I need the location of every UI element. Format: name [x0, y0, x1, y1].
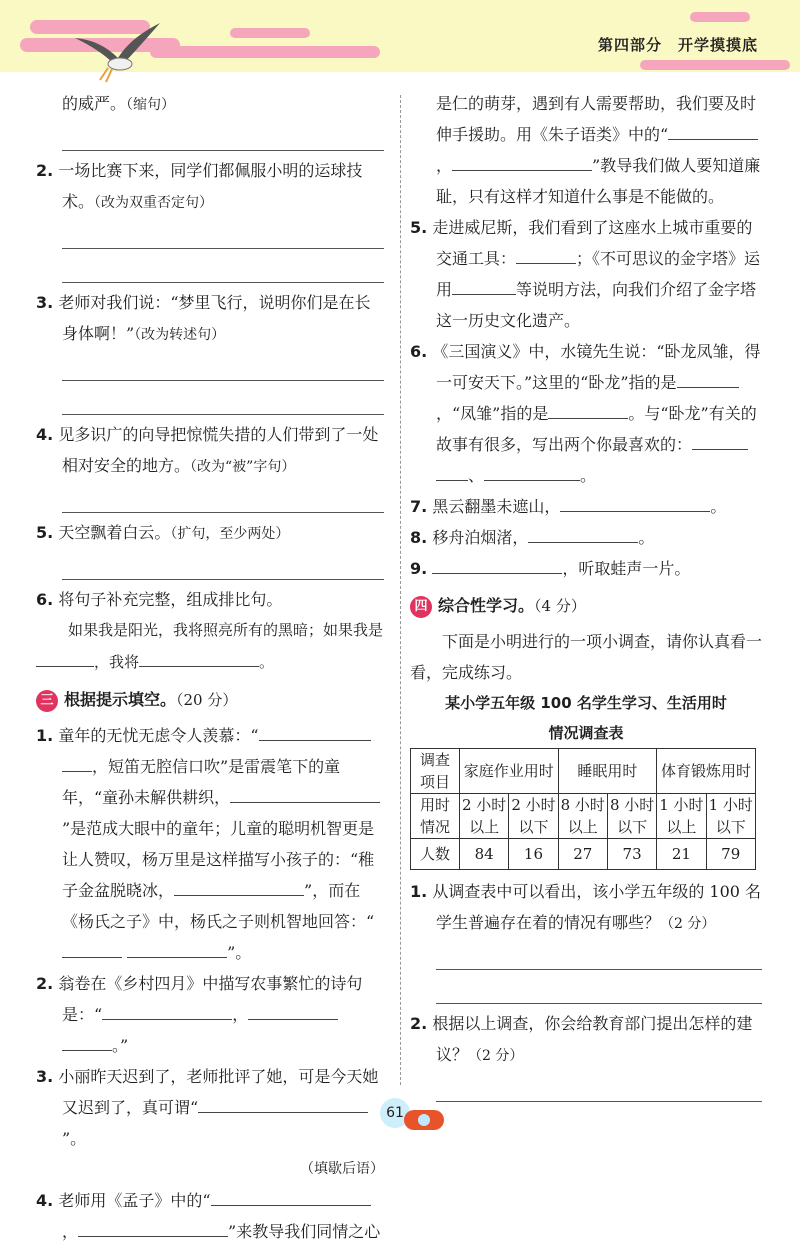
parallel-sentence: 如果我是阳光，我将照亮所有的黑暗；如果我是，我将 。 [36, 615, 384, 678]
table-title-line-1: 某小学五年级 100 名学生学习、生活用时 [445, 694, 727, 712]
answer-line[interactable] [436, 940, 762, 970]
section-badge: 三 [36, 690, 58, 712]
decor-stripe [640, 60, 790, 70]
fill-blank[interactable] [198, 1092, 368, 1113]
section-4-heading: 四 综合性学习。（4 分） [410, 590, 762, 622]
table-cell: 2 小时 以下 [509, 794, 558, 839]
fill-question-7: 7. 黑云翻墨未遮山， 。 [410, 491, 762, 522]
question-text: 的威严。（缩句） [62, 94, 176, 113]
fill-blank[interactable] [516, 243, 576, 264]
fill-blank[interactable] [248, 999, 338, 1020]
fill-question-8: 8. 移舟泊烟渚， 。 [410, 522, 762, 553]
fill-question-5: 5. 走进威尼斯，我们看到了这座水上城市重要的交通工具： ；《不可思议的金字塔》运用 等说明方法，向我们介绍了金字塔这一历史文化遗产。 [410, 218, 761, 330]
table-row [411, 794, 756, 839]
table-cell: 73 [607, 839, 656, 870]
fill-blank[interactable] [259, 720, 371, 741]
table-group-header: 睡眠用时 [558, 749, 657, 794]
answer-line[interactable] [436, 974, 762, 1004]
decor-stripe [150, 46, 380, 58]
page-number: 61 [380, 1098, 410, 1128]
fill-blank[interactable] [62, 751, 92, 772]
fill-blank[interactable] [692, 429, 748, 450]
answer-line[interactable] [62, 483, 384, 513]
porthole-icon [418, 1114, 430, 1126]
answer-line[interactable] [62, 121, 384, 151]
table-cell: 21 [657, 839, 706, 870]
left-column [36, 88, 384, 1247]
seagull-icon [70, 18, 165, 88]
fill-blank[interactable] [436, 460, 468, 481]
table-cell: 8 小时 以下 [607, 794, 656, 839]
fill-blank[interactable] [62, 937, 122, 958]
table-row [411, 839, 756, 870]
fill-blank[interactable] [677, 367, 739, 388]
fill-blank[interactable] [211, 1185, 371, 1206]
table-group-header: 体育锻炼用时 [657, 749, 756, 794]
answer-line[interactable] [62, 219, 384, 249]
decor-stripe [690, 12, 750, 22]
question-4: 4. 见多识广的向导把惊慌失措的人们带到了一处相对安全的地方。（改为“被”字句） [36, 425, 379, 475]
fill-blank[interactable] [127, 937, 227, 958]
right-column [410, 88, 762, 1106]
question-6: 6. 将句子补充完整，组成排比句。 [36, 590, 283, 609]
answer-line[interactable] [62, 550, 384, 580]
fill-question-2: 2. 翁卷在《乡村四月》中描写农事繁忙的诗句是：“ ， 。” [36, 974, 363, 1055]
page-header-title: 第四部分 开学摸摸底 [597, 36, 758, 54]
answer-line[interactable] [62, 253, 384, 283]
fill-question-9: 9. ，听取蛙声一片。 [410, 553, 762, 584]
table-row [411, 749, 756, 794]
fill-blank[interactable] [139, 646, 259, 667]
table-cell: 79 [706, 839, 755, 870]
fill-blank[interactable] [548, 398, 628, 419]
fill-blank[interactable] [174, 875, 304, 896]
table-cell: 2 小时 以上 [460, 794, 509, 839]
question-5: 5. 天空飘着白云。（扩句，至少两处） [36, 523, 290, 542]
survey-question-2: 2. 根据以上调查，你会给教育部门提出怎样的建议？（2 分） [410, 1014, 753, 1064]
table-cell: 1 小时 以上 [657, 794, 706, 839]
fill-blank[interactable] [432, 553, 562, 574]
table-title-line-2: 情况调查表 [548, 724, 624, 742]
fill-blank[interactable] [62, 1030, 112, 1051]
fill-blank[interactable] [560, 491, 710, 512]
fill-question-3: 3. 小丽昨天迟到了，老师批评了她，可是今天她又迟到了，真可谓“”。 [36, 1067, 379, 1148]
answer-line[interactable] [436, 1072, 762, 1102]
table-corner-cell: 调查 项目 [411, 749, 460, 794]
survey-question-1: 1. 从调查表中可以看出，该小学五年级的 100 名学生普遍存在着的情况有哪些？（2 分） [410, 882, 762, 932]
answer-line[interactable] [62, 385, 384, 415]
table-cell: 8 小时 以上 [558, 794, 607, 839]
column-divider [400, 95, 401, 1085]
question-2: 2. 一场比赛下来，同学们都佩服小明的运球技术。（改为双重否定句） [36, 161, 363, 211]
section-badge: 四 [410, 596, 432, 618]
table-cell: 16 [509, 839, 558, 870]
table-row-label: 人数 [411, 839, 460, 870]
section-4-intro: 下面是小明进行的一项小调查，请你认真看一看，完成练习。 [410, 632, 763, 682]
table-cell: 1 小时 以下 [706, 794, 755, 839]
table-cell: 84 [460, 839, 509, 870]
question-note: （填歇后语） [300, 1161, 384, 1177]
fill-question-1: 1. 童年的无忧无虑令人羡慕：“ ，短笛无腔信口吹”是雷震笔下的童年，“童孙未解供耕织，”是范成大眼中的童年；儿童的聪明机智更是让人赞叹，杨万里是这样描写小孩子的：“稚子金盆脱晓冰， ”，而在《杨氏之子》中，杨氏之子则机智地回答：“ ”。 [36, 720, 384, 968]
fill-blank[interactable] [36, 646, 94, 667]
fill-blank[interactable] [668, 119, 758, 140]
question-3: 3. 老师对我们说：“梦里飞行，说明你们是在长身体啊！”（改为转述句） [36, 293, 371, 343]
fill-blank[interactable] [102, 999, 232, 1020]
fill-blank[interactable] [78, 1216, 228, 1237]
fill-blank[interactable] [452, 150, 592, 171]
fill-blank[interactable] [230, 782, 380, 803]
section-3-heading: 三 根据提示填空。（20 分） [36, 684, 384, 716]
fill-question-6: 6. 《三国演义》中，水镜先生说：“卧龙凤雏，得一可安天下。”这里的“卧龙”指的是，“凤雏”指的是 。与“卧龙”有关的故事有很多，写出两个你最喜欢的： 、 。 [410, 342, 761, 485]
table-cell: 27 [558, 839, 607, 870]
fill-question-4-continued: 是仁的萌芽，遇到有人需要帮助，我们要及时伸手援助。用《朱子语类》中的“， ”教导我们做人要知道廉耻，只有这样才知道什么事是不能做的。 [436, 94, 761, 206]
fill-question-4: 4. 老师用《孟子》中的“， ”来教导我们同情之心 [36, 1185, 384, 1247]
fill-blank[interactable] [528, 522, 638, 543]
table-group-header: 家庭作业用时 [460, 749, 559, 794]
survey-table [410, 748, 756, 870]
fill-blank[interactable] [484, 460, 580, 481]
fill-blank[interactable] [452, 274, 516, 295]
decor-stripe [230, 28, 310, 38]
answer-line[interactable] [62, 351, 384, 381]
table-row-label: 用时 情况 [411, 794, 460, 839]
